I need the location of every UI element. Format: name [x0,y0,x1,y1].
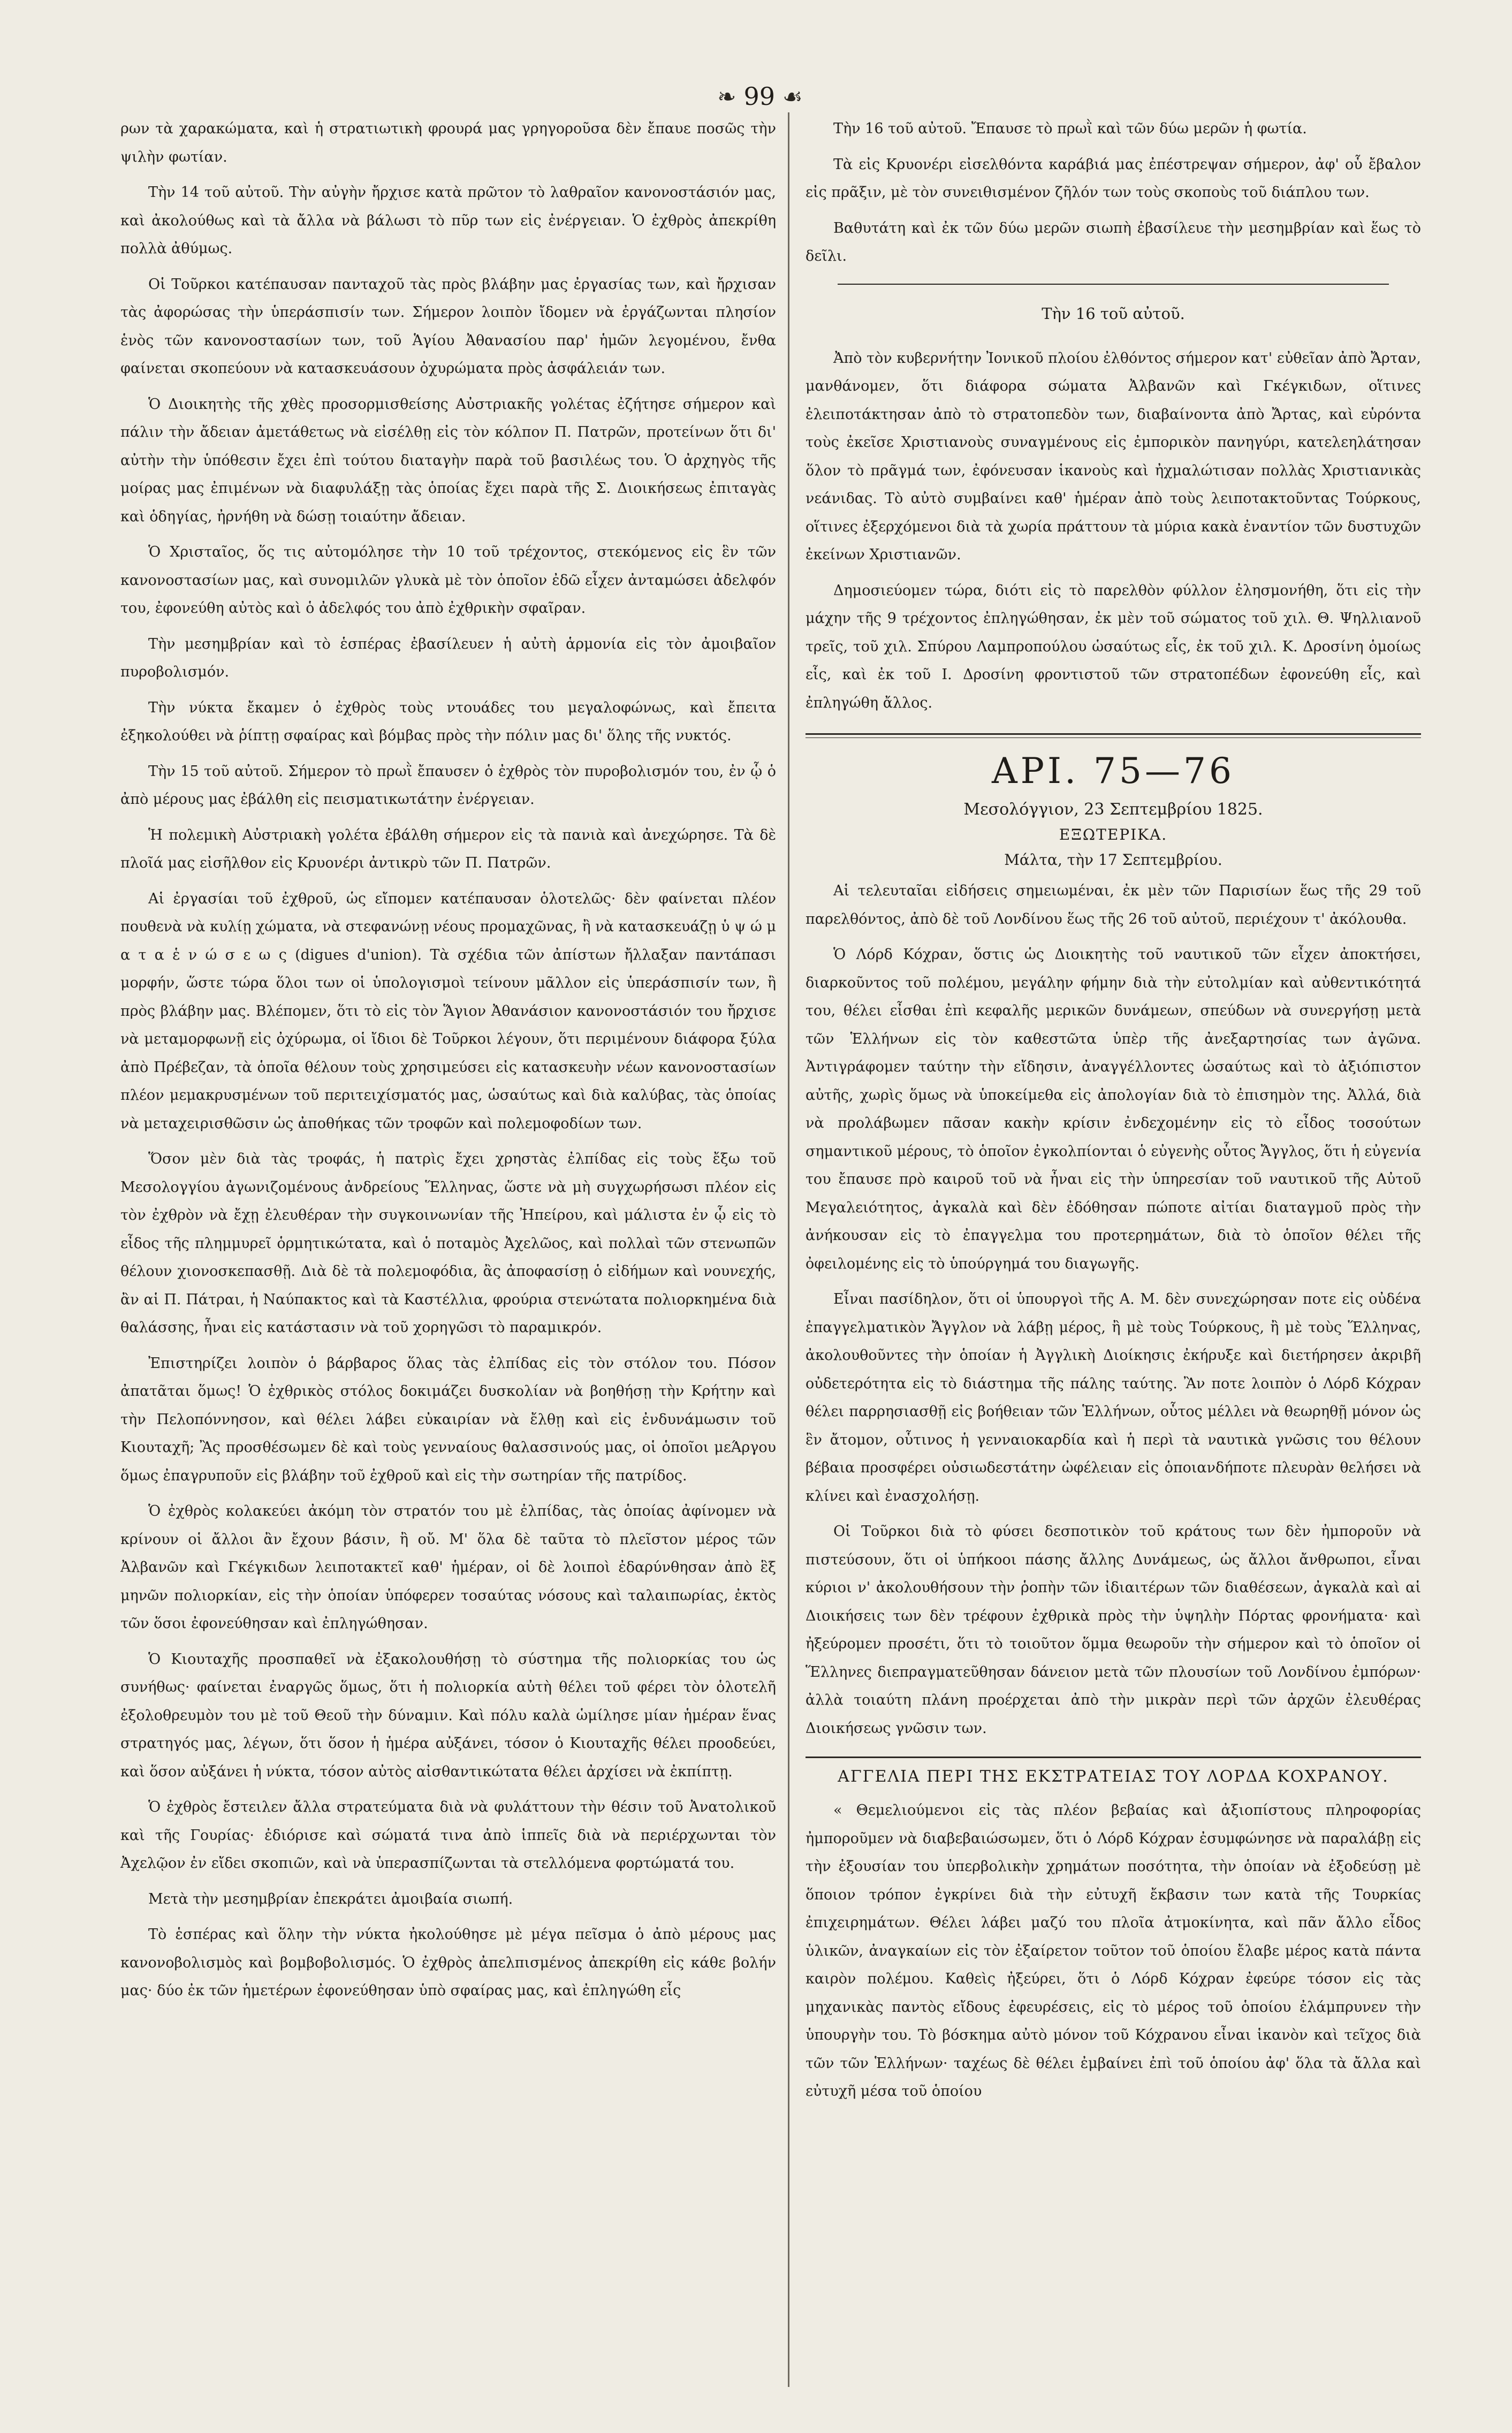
right-ornament-icon: ☙ [782,83,803,110]
paragraph: Οἱ Τοῦρκοι διὰ τὸ φύσει δεσποτικὸν τοῦ κράτους των δὲν ἠμποροῦν νὰ πιστεύσουν, ὅτι οἱ ὑπήκοοι πάσης ἄλλης Δυνάμεως, ὡς ἄλλοι ἄνθρωποι, εἶναι κύριοι ν' ἀκολουθήσουν τὴν ῥοπὴν τῶν ἰδιαιτέρων τῶν διαθέσεων, ἀγκαλὰ καὶ αἱ Διοικήσεις των δὲν τρέφουν ἐχθρικὰ πρὸς τὴν ὑψηλὴν Πόρτας φρονήματα· καὶ ἠξεύρομεν προσέτι, ὅτι τὸ τοιοῦτον ὅμμα θεωροῦν τὴν σήμερον καὶ τὸ ὁποῖον οἱ Ἕλληνες διεπραγματεῦθησαν δάνειον μετὰ τῶν πλουσίων τοῦ Λονδίνου ἐμπόρων· ἀλλὰ τοιαύτη πλάνη προέρχεται ἀπὸ τὴν μικρὰν περὶ τῶν ἀρχῶν ἐλευθέρας Διοικήσεως γνῶσιν των. [806,1523,1421,1737]
paragraph: Ἀπὸ τὸν κυβερνήτην Ἰονικοῦ πλοίου ἐλθόντος σήμερον κατ' εὐθεῖαν ἀπὸ Ἄρταν, μανθάνομεν, ὅτι διάφορα σώματα Ἀλβανῶν καὶ Γκέγκιδων, οἵτινες ἐλειποτάκτησαν ἀπὸ τὸ στρατοπεδὸν των, διαβαίνοντα ἀπὸ Ἄρτας, καὶ εὑρόντα τοὺς ἐκεῖσε Χριστιανοὺς συναγμένους εἰς ἐμπορικὸν πανηγύρι, κατελεηλάτησαν ὅλον τὸ πρᾶγμά των, ἐφόνευσαν ἱκανοὺς καὶ ἠχμαλώτισαν πολλὰς Χριστιανικὰς νεάνιδας. Τὸ αὐτὸ συμβαίνει καθ' ἡμέραν ἀπὸ τοὺς λειποτακτοῦντας Τούρκους, οἵτινες ἐξερχόμενοι διὰ τὰ χωρία πράττουν τὰ μύρια κακὰ ἐναντίον τῶν δυστυχῶν ἐκείνων Χριστιανῶν. [806,349,1421,563]
paragraph: Αἱ ἐργασίαι τοῦ ἐχθροῦ, ὡς εἴπομεν κατέπαυσαν ὁλοτελῶς· δὲν φαίνεται πλέον πουθενὰ νὰ κυλίῃ χώματα, νὰ στεφανώνῃ νέους προμαχῶνας, ἢ νὰ κατασκευάζῃ ὑ ψ ώ μ α τ α ἑ ν ώ σ ε ω ς (digues d'union). Τὰ σχέδια τῶν ἀπίστων ἤλλαξαν παντάπασι μορφήν, ὥστε τώρα ὅλοι των οἱ ὑπολογισμοὶ τείνουν μᾶλλον εἰς ὑπεράσπισίν των, ἢ πρὸς βλάβην μας. Βλέπομεν, ὅτι τὸ εἰς τὸν Ἅγιον Ἀθανάσιον κανονοστάσιόν του ἤρχισε νὰ μεταμορφωνῇ εἰς ὀχύρωμα, οἱ ἴδιοι δὲ Τοῦρκοι λέγουν, ὅτι περιμένουν διάφορα ξύλα ἀπὸ Πρέβεζαν, τὰ ὁποῖα θέλουν τοὺς χρησιμεύσει εἰς κατασκευὴν νέων κανονοστασίων πλέον μεμακρυσμένων τοῦ περιτειχίσματός μας, ὡσαύτως καὶ διὰ καλύβας, τὰς ὁποίας νὰ μεταχειρισθῶσιν ὡς ἀποθήκας τῶν τροφῶν καὶ πολεμοφοδίων των. [120,890,776,1132]
date-heading: Τὴν 16 τοῦ αὐτοῦ. [1042,304,1185,323]
paragraph: Τὴν 15 τοῦ αὐτοῦ. Σήμερον τὸ πρωῒ ἔπαυσεν ὁ ἐχθρὸς τὸν πυροβολισμόν του, ἐν ᾧ ὁ ἀπὸ μέρους μας ἐβάλθη εἰς πεισματικωτάτην ἐνέργειαν. [120,763,776,808]
paragraph: Ὁ ἐχθρὸς κολακεύει ἀκόμη τὸν στρατόν του μὲ ἐλπίδας, τὰς ὁποίας ἀφίνομεν νὰ κρίνουν οἱ ἄλλοι ἂν ἔχουν βάσιν, ἢ οὔ. Μ' ὅλα δὲ ταῦτα τὸ πλεῖστον μέρος τῶν Ἀλβανῶν καὶ Γκέγκιδων λειποτακτεῖ καθ' ἡμέραν, οἱ δὲ λοιποὶ ἐδαρύνθησαν ἀπὸ ἓξ μηνῶν πολιορκίαν, εἰς τὴν ὁποίαν ὑπόφερεν τοσαύτας νόσους καὶ ταλαιπωρίας, ἐκτὸς τῶν ὅσοι ἐφονεύθησαν καὶ ἐπληγώθησαν. [120,1503,776,1632]
paragraph: Τὴν 14 τοῦ αὐτοῦ. Τὴν αὐγὴν ἤρχισε κατὰ πρῶτον τὸ λαθραῖον κανονοστάσιόν μας, καὶ ἀκολούθως καὶ τὰ ἄλλα νὰ βάλωσι τὸ πῦρ των εἰς ἐνέργειαν. Ὁ ἐχθρὸς ἀπεκρίθη πολλὰ ἀθύμως. [120,184,776,257]
paragraph: Βαθυτάτη καὶ ἐκ τῶν δύω μερῶν σιωπὴ ἐβασίλευε τὴν μεσημβρίαν καὶ ἕως τὸ δεῖλι. [806,219,1421,264]
paragraph: Ὁ Λόρδ Κόχραν, ὅστις ὡς Διοικητὴς τοῦ ναυτικοῦ τῶν εἶχεν ἀποκτήσει, διαρκοῦντος τοῦ πολέμου, μεγάλην φήμην διὰ τὴν εὐτολμίαν καὶ αὐθεντικότητά του, θέλει εἶσθαι ἐπὶ κεφαλῆς μερικῶν δυνάμεων, σπεύδων νὰ συνεργήσῃ μετὰ τῶν Ἑλλήνων εἰς τὸν καθεστῶτα ὑπὲρ τῆς ἀνεξαρτησίας των ἀγῶνα. Ἀντιγράφομεν ταύτην τὴν εἴδησιν, ἀναγγέλλοντες ὡσαύτως καὶ τὸ ἀξιόπιστον αὐτῆς, χωρὶς ὅμως νὰ ὑποκείμεθα εἰς ἀπολογίαν διὰ τὸ ἐπισημὸν της. Ἀλλά, διὰ νὰ προλάβωμεν πᾶσαν κακὴν κρίσιν ἐνδεχομένην εἰς τὸ εἶδος τοσούτων σημαντικοῦ μέρους, τὸ ὁποῖον ἐγκολπίονται ὁ εὐγενὴς οὗτος Ἄγγλος, ὅτι ἡ εὐγενία του ἔπαυσε πρὸ καιροῦ τοῦ νὰ ἦναι εἰς τὴν ὑπηρεσίαν τοῦ ναυτικοῦ τῆς Αὐτοῦ Μεγαλειότητος, ἀγκαλὰ καὶ δὲν ἐδόθησαν πώποτε αἰτίαι διαταγμοῦ πρὸς τὴν ἀνήκουσαν εἰς τὸ ἐπαγγελμα του προτερημάτων, διὰ τὸ ὁποῖον θέλει τῆς ὀφειλομένης εἰς τὸ ὑπούργημά του διαγωγῆς. [806,946,1421,1272]
paragraph: Οἱ Τοῦρκοι κατέπαυσαν πανταχοῦ τὰς πρὸς βλάβην μας ἐργασίας των, καὶ ἤρχισαν τὰς ἀφορώσας τὴν ὑπεράσπισίν των. Σήμερον λοιπὸν ἴδομεν νὰ ἐργάζωνται πλησίον ἑνὸς τῶν κανονοστασίων των, τοῦ Ἁγίου Ἀθανασίου παρ' ἡμῶν λεγομένου, ἔνθα φαίνεται σκοπεύουν νὰ κατασκευάσουν ὀχυρώματα πρὸς ἀσφάλειάν των. [120,276,776,377]
separator-rule [838,284,1389,285]
paragraph: Εἶναι πασίδηλον, ὅτι οἱ ὑπουργοὶ τῆς Α. Μ. δὲν συνεχώρησαν ποτε εἰς οὐδένα ἐπαγγελματικὸν Ἄγγλον νὰ λάβῃ μέρος, ἢ μὲ τοὺς Τούρκους, ἢ μὲ τοὺς Ἕλληνας, ἀκολουθοῦντες τὴν ὁποίαν ἡ Ἀγγλικὴ Διοίκησις ἐκήρυξε καὶ διετήρησεν ἀκριβῆ οὐδετερότητα εἰς τὸ διάστημα τῆς πάλης ταύτης. Ἂν ποτε λοιπὸν ὁ Λόρδ Κόχραν θέλει παρρησιασθῇ εἰς βοήθειαν τῶν Ἑλλήνων, οὗτος μέλλει νὰ θεωρηθῇ μόνον ὡς ἓν ἄτομον, οὗτινος ἡ γενναιοκαρδία καὶ ἡ περὶ τὰ ναυτικὰ γνῶσις του θέλουν βέβαια προσφέρει οὐσιωδεστάτην ὠφέλειαν εἰς ὁποιανδήποτε πλευρὰν θελήσει νὰ κλίνει καὶ ἐνασχολήσῃ. [806,1291,1421,1504]
article-body: « Θεμελιούμενοι εἰς τὰς πλέον βεβαίας καὶ ἀξιοπίστους πληροφορίας ἠμποροῦμεν νὰ διαβεβαιώσωμεν, ὅτι ὁ Λόρδ Κόχραν ἐσυμφώνησε νὰ παραλάβῃ εἰς τὴν ἐξουσίαν του ὑπερβολικὴν χρημάτων ποσότητα, τὴν ὁποίαν νὰ ἐξοδεύσῃ μὲ ὅποιον τρόπον ἐγκρίνει διὰ τὴν εὐτυχῆ ἔκβασιν των κατὰ τῆς Τουρκίας ἐπιχειρημάτων. Θέλει λάβει μαζύ του πλοῖα ἀτμοκίνητα, καὶ πᾶν ἄλλο εἶδος ὑλικῶν, ἀναγκαίων εἰς τὸν ἐξαίρετον τοῦτον τοῦ ὁποίου ἔλαβε μέρος κατὰ πάντα καιρὸν πολέμου. Καθεὶς ἠξεύρει, ὅτι ὁ Λόρδ Κόχραν ἐφεύρε τόσον εἰς τὰς μηχανικὰς παντὸς εἴδους ἐφευρέσεις, εἰς τὸ μέρος τοῦ ὁποίου ἐλάμπρυνεν τὴν ὑπουργὴν του. Τὸ βόσκημα αὐτὸ μόνον τοῦ Κόχρανου εἶναι ἱκανὸν καὶ τεῖχος διὰ τῶν τῶν Ἑλλήνων· ταχέως δὲ θέλει ἐμβαίνει ἐπὶ τοῦ ὁποίου ἀφ' ὅλα τὰ ἄλλα καὶ εὐτυχῆ μέσα τοῦ ὁποίου [806,1802,1421,2100]
right-column [806,115,1421,2113]
paragraph: Ὁ Διοικητὴς τῆς χθὲς προσορμισθείσης Αὐστριακῆς γολέτας ἐζήτησε σήμερον καὶ πάλιν τὴν ἄδειαν ἀμετάθετως νὰ εἰσέλθῃ εἰς τὸν κόλπον Π. Πατρῶν, προτείνων ὅτι δι' αὐτὴν τὴν ὑπόθεσιν ἔχει ἐπὶ τούτου διαταγὴν παρὰ τοῦ βασιλέως του. Ὁ ἀρχηγὸς τῆς μοίρας μας ἐπιμένων νὰ διαφυλάξῃ τὰς ὁποίας ἔχει παρὰ τῆς Σ. Διοικήσεως ἐπιταγὰς καὶ ὁδηγίας, ἠρνήθη νὰ δώσῃ τοιαύτην ἄδειαν. [120,396,776,525]
left-ornament-icon: ❧ [717,83,736,110]
page-number: 99 [743,82,776,111]
paragraph: Τὸ ἑσπέρας καὶ ὅλην τὴν νύκτα ἠκολούθησε μὲ μέγα πεῖσμα ὁ ἀπὸ μέρους μας κανονοβολισμὸς καὶ βομβοβολισμός. Ὁ ἐχθρὸς ἀπελπισμένος ἀπεκρίθη εἰς κάθε βολήν μας· δύο ἐκ τῶν ἡμετέρων ἐφονεύθησαν ὑπὸ σφαίρας μας, καὶ ἐπληγώθη εἷς [120,1926,776,1999]
column-divider [788,112,789,2387]
dateline: Μεσολόγγιον, 23 Σεπτεμβρίου 1825. [963,800,1263,819]
paragraph: Μετὰ τὴν μεσημβρίαν ἐπεκράτει ἀμοιβαία σιωπή. [148,1890,513,1907]
paragraph: Τὰ εἰς Κρυονέρι εἰσελθόντα καράβιά μας ἐπέστρεψαν σήμερον, ἀφ' οὗ ἔβαλον εἰς πρᾶξιν, μὲ τὸν συνειθισμένον ζῆλόν των τοὺς σκοποὺς τοῦ διάπλου των. [806,156,1421,201]
section-heading: ΕΞΩΤΕΡΙΚΑ. [1059,826,1168,843]
paragraph: Ὁ ἐχθρὸς ἔστειλεν ἄλλα στρατεύματα διὰ νὰ φυλάττουν τὴν θέσιν τοῦ Ἀνατολικοῦ καὶ τῆς Γουρίας· ἐδιόρισε καὶ σώματά τινα ἀπὸ ἱππεῖς διὰ νὰ περιέρχωνται τὸν Ἀχελῷον ἐν εἴδει σκοπιῶν, καὶ νὰ ὑπερασπίζωνται τὰ στελλόμενα φορτώματά του. [120,1799,776,1872]
paragraph: Ὁ Κιουταχῆς προσπαθεῖ νὰ ἐξακολουθήσῃ τὸ σύστημα τῆς πολιορκίας του ὡς συνήθως· φαίνεται ἐναργῶς ὅμως, ὅτι ἡ πολιορκία αὐτὴ θέλει τοῦ φέρει τὸν ὁλοτελῆ ἐξολοθρευμὸν του μὲ τοῦ Θεοῦ τὴν δύναμιν. Καὶ πόλυ καλὰ ὡμίλησε μίαν ἡμέραν ἕνας στρατηγός μας, λέγων, ὅτι ὅσον ἡ ἡμέρα αὐξάνει, τόσον ὁ Κιουταχῆς θέλει προοδεύει, καὶ ὅσον αὐξάνει ἡ νύκτα, τόσον αὐτὸς αἰσθαντικώτατα θέλει ἀρχίσει νὰ ἐκπίπτῃ. [120,1651,776,1780]
paragraph: Τὴν νύκτα ἔκαμεν ὁ ἐχθρὸς τοὺς ντουάδες του μεγαλοφώνως, καὶ ἔπειτα ἐξηκολούθει νὰ ῥίπτῃ σφαίρας καὶ βόμβας πρὸς τὴν πόλιν μας δι' ὅλης τῆς νυκτός. [120,699,776,744]
double-rule [806,733,1421,738]
left-column [120,115,776,2013]
paragraph: Δημοσιεύομεν τώρα, διότι εἰς τὸ παρελθὸν φύλλον ἐλησμονήθη, ὅτι εἰς τὴν μάχην τῆς 9 τρέχοντος ἐπληγώθησαν, ἐκ μὲν τοῦ σώματος τοῦ χιλ. Θ. Ψηλλιανοῦ τρεῖς, τοῦ χιλ. Σπύρου Λαμπροπούλου ὡσαύτως εἷς, ἐκ τοῦ χιλ. Κ. Δροσίνη ὁμοίως εἷς, καὶ ἐκ τοῦ Ι. Δροσίνη φροντιστοῦ τῶν στρατοπέδων ἐφονεύθη εἷς, καὶ ἐπληγώθη ἄλλος. [806,582,1421,711]
place-heading: Μάλτα, τὴν 17 Σεπτεμβρίου. [1004,851,1222,869]
paragraph: ρων τὰ χαρακώματα, καὶ ἡ στρατιωτικὴ φρουρά μας γρηγοροῦσα δὲν ἔπαυε ποσῶς τὴν ψιλὴν φωτίαν. [120,120,776,165]
article-title: ΑΓΓΕΛΙΑ ΠΕΡΙ ΤΗΣ ΕΚΣΤΡΑΤΕΙΑΣ ΤΟΥ ΛΟΡΔΑ ΚΟΧΡΑΝΟΥ. [806,1757,1421,1789]
paragraph: Τὴν μεσημβρίαν καὶ τὸ ἑσπέρας ἐβασίλευεν ἡ αὐτὴ ἁρμονία εἰς τὸν ἀμοιβαῖον πυροβολισμόν. [120,635,776,680]
paragraph: Αἱ τελευταῖαι εἰδήσεις σημειωμέναι, ἐκ μὲν τῶν Παρισίων ἕως τῆς 29 τοῦ παρελθόντος, ἀπὸ δὲ τοῦ Λονδίνου ἕως τῆς 26 τοῦ αὐτοῦ, περιέχουν τ' ἀκόλουθα. [806,883,1421,927]
issue-number: ΑΡΙ. 75—76 [991,750,1235,792]
paragraph: Ὁ Χρισταῖος, ὅς τις αὐτομόλησε τὴν 10 τοῦ τρέχοντος, στεκόμενος εἰς ἓν τῶν κανονοστασίων μας, καὶ συνομιλῶν γλυκὰ μὲ τὸν ὁποῖον ἐδῶ εἶχεν ἀνταμώσει ἀδελφόν του, ἐφονεύθη αὐτὸς καὶ ὁ ἀδελφός του ἀπὸ ἐχθρικὴν σφαῖραν. [120,544,776,617]
paragraph: Ὅσον μὲν διὰ τὰς τροφάς, ἡ πατρὶς ἔχει χρηστὰς ἐλπίδας εἰς τοὺς ἔξω τοῦ Μεσολογγίου ἀγωνιζομένους ἀνδρείους Ἕλληνας, ὥστε νὰ μὴ συγχωρήσωσι πλέον εἰς τὸν ἐχθρὸν νὰ ἔχῃ ἐλευθέραν τὴν συγκοινωνίαν τῆς Ἠπείρου, καὶ μάλιστα ἐν ᾧ εἰς τὸ εἶδος τῆς πλημμυρεῖ ὁρμητικώτατα, καὶ ὁ ποταμὸς Ἀχελῶος, καὶ πολλαὶ τῶν στενωπῶν θέλουν χιονοσκεπασθῇ. Διὰ δὲ τὰ πολεμοφόδια, ἂς ἀποφασίσῃ ὁ εἰδήμων καὶ νουνεχής, ἂν αἱ Π. Πάτραι, ἡ Ναύπακτος καὶ τὰ Καστέλλια, φρούρια στενώτατα πολιορκημένα διὰ θαλάσσης, ἦναι εἰς κατάστασιν νὰ τοῦ χορηγῶσι τὸ παραμικρόν. [120,1151,776,1336]
paragraph: Ἡ πολεμικὴ Αὐστριακὴ γολέτα ἐβάλθη σήμερον εἰς τὰ πανιὰ καὶ ἀνεχώρησε. Τὰ δὲ πλοῖά μας εἰσῆλθον εἰς Κρυονέρι ἀντικρὺ τῶν Π. Πατρῶν. [120,826,776,871]
paragraph: Τὴν 16 τοῦ αὐτοῦ. Ἔπαυσε τὸ πρωῒ καὶ τῶν δύω μερῶν ἡ φωτία. [833,120,1307,137]
page-header [690,75,830,118]
paragraph: Ἐπιστηρίζει λοιπὸν ὁ βάρβαρος ὅλας τὰς ἐλπίδας εἰς τὸν στόλον του. Πόσον ἀπατᾶται ὅμως! Ὁ ἐχθρικὸς στόλος δοκιμάζει δυσκολίαν νὰ βοηθήσῃ τὴν Κρήτην καὶ τὴν Πελοπόννησον, καὶ θέλει λάβει εὐκαιρίαν νὰ ἔλθῃ καὶ εἰς ἐνδυνάμωσιν τοῦ Κιουταχῆ; Ἂς προσθέσωμεν δὲ καὶ τοὺς γενναίους θαλασσινούς μας, οἱ ὁποῖοι μεΆργου ὅμως ἐπαγρυποῦν εἰς βλάβην τοῦ ἐχθροῦ καὶ εἰς τὴν σωτηρίαν τῆς πατρίδος. [120,1355,776,1484]
